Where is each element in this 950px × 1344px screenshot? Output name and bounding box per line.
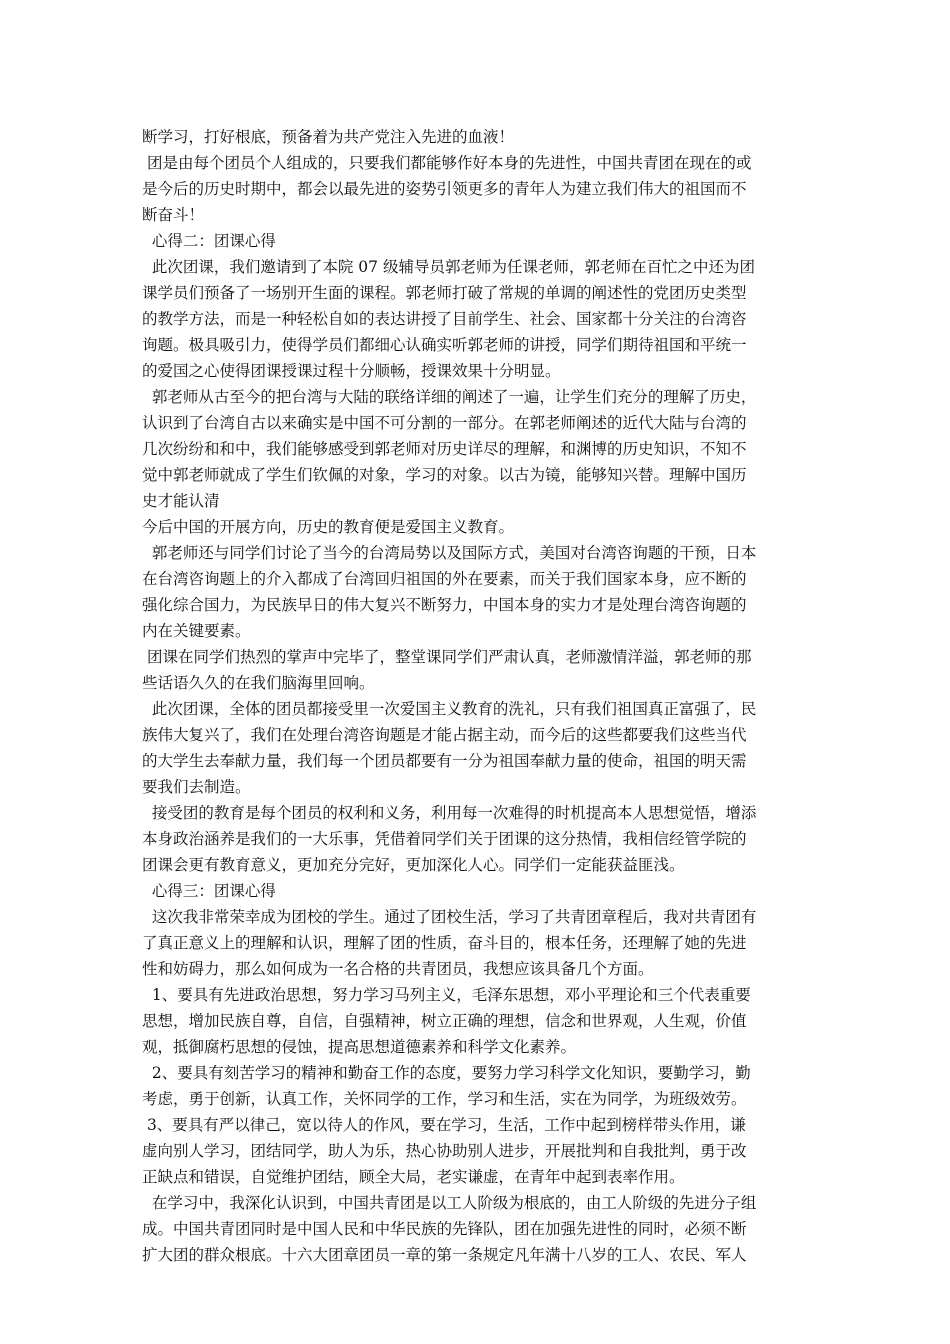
text-line: 正缺点和错误，自觉维护团结，顾全大局，老实谦虚，在青年中起到表率作用。 [142,1168,685,1186]
text-line: 几次纷纷和和中，我们能够感受到郭老师对历史详尽的理解，和渊博的历史知识，不知不 [142,440,747,458]
text-line: 是今后的历史时期中，都会以最先进的姿势引领更多的青年人为建立我们伟大的祖国而不 [142,180,747,198]
text-line: 接受团的教育是每个团员的权利和义务，利用每一次难得的时机提高本人思想觉悟，增添 [142,804,757,822]
list-item-2: 2、要具有刻苦学习的精神和勤奋工作的态度，要努力学习科学文化知识，要勤学习，勤 [142,1064,751,1082]
text-line: 性和妨碍力，那么如何成为一名合格的共青团员，我想应该具备几个方面。 [142,960,654,978]
text-line: 观，抵御腐朽思想的侵蚀，提高思想道德素养和科学文化素养。 [142,1038,577,1056]
text-line: 今后中国的开展方向，历史的教育便是爱国主义教育。 [142,518,515,536]
text-line: 扩大团的群众根底。十六大团章团员一章的第一条规定凡年满十八岁的工人、农民、军人 [142,1246,747,1264]
text-line: 了真正意义上的理解和认识，理解了团的性质，奋斗目的，根本任务，还理解了她的先进 [142,934,747,952]
text-line: 些话语久久的在我们脑海里回响。 [142,674,375,692]
text-line: 团课在同学们热烈的掌声中完毕了，整堂课同学们严肃认真，老师激情洋溢，郭老师的那 [142,648,752,666]
text-line: 这次我非常荣幸成为团校的学生。通过了团校生活，学习了共青团章程后，我对共青团有 [142,908,757,926]
list-item-3: 3、要具有严以律己，宽以待人的作风，要在学习，生活，工作中起到榜样带头作用，谦 [142,1116,746,1134]
text-line: 成。中国共青团同时是中国人民和中华民族的先锋队，团在加强先进性的同时，必须不断 [142,1220,747,1238]
text-line: 的教学方法，而是一种轻松自如的表达讲授了目前学生、社会、国家都十分关注的台湾咨 [142,310,747,328]
text-line: 团是由每个团员个人组成的，只要我们都能够作好本身的先进性，中国共青团在现在的或 [142,154,752,172]
list-item-1: 1、要具有先进政治思想，努力学习马列主义，毛泽东思想，邓小平理论和三个代表重要 [142,986,751,1004]
text-line: 的大学生去奉献力量，我们每一个团员都要有一分为祖国奉献力量的使命，祖国的明天需 [142,752,747,770]
section-heading: 心得二：团课心得 [142,232,276,250]
text-line: 团课会更有教育意义，更加充分完好，更加深化人心。同学们一定能获益匪浅。 [142,856,685,874]
text-line: 考虑，勇于创新，认真工作，关怀同学的工作，学习和生活，实在为同学，为班级效劳。 [142,1090,747,1108]
text-line: 的爱国之心使得团课授课过程十分顺畅，授课效果十分明显。 [142,362,561,380]
section-heading: 心得三：团课心得 [142,882,276,900]
text-line: 强化综合国力，为民族早日的伟大复兴不断努力，中国本身的实力才是处理台湾咨询题的 [142,596,747,614]
text-line: 觉中郭老师就成了学生们钦佩的对象，学习的对象。以古为镜，能够知兴替。理解中国历 [142,466,747,484]
text-line: 内在关键要素。 [142,622,251,640]
text-line: 虚向别人学习，团结同学，助人为乐，热心协助别人进步，开展批判和自我批判，勇于改 [142,1142,747,1160]
text-line: 断学习，打好根底，预备着为共产党注入先进的血液！ [142,128,515,146]
document-body [142,124,810,1268]
text-line: 在台湾咨询题上的介入都成了台湾回归祖国的外在要素，而关于我们国家本身，应不断的 [142,570,747,588]
text-line: 本身政治涵养是我们的一大乐事，凭借着同学们关于团课的这分热情，我相信经管学院的 [142,830,747,848]
text-line: 要我们去制造。 [142,778,251,796]
text-line: 此次团课，我们邀请到了本院 07 级辅导员郭老师为任课老师，郭老师在百忙之中还为团 [142,258,755,276]
text-line: 思想，增加民族自尊，自信，自强精神，树立正确的理想，信念和世界观，人生观，价值 [142,1012,747,1030]
text-line: 郭老师还与同学们讨论了当今的台湾局势以及国际方式，美国对台湾咨询题的干预，日本 [142,544,757,562]
text-line: 在学习中，我深化认识到，中国共青团是以工人阶级为根底的，由工人阶级的先进分子组 [142,1194,757,1212]
text-line: 认识到了台湾自古以来确实是中国不可分割的一部分。在郭老师阐述的近代大陆与台湾的 [142,414,747,432]
text-line: 课学员们预备了一场别开生面的课程。郭老师打破了常规的单调的阐述性的党团历史类型 [142,284,747,302]
text-line: 史才能认清 [142,492,220,510]
text-line: 询题。极具吸引力，使得学员们都细心认确实听郭老师的讲授，同学们期待祖国和平统一 [142,336,747,354]
text-line: 郭老师从古至今的把台湾与大陆的联络详细的阐述了一遍，让学生们充分的理解了历史， [142,388,757,406]
text-line: 族伟大复兴了，我们在处理台湾咨询题是才能占据主动，而今后的这些都要我们这些当代 [142,726,747,744]
text-line: 断奋斗！ [142,206,205,224]
text-line: 此次团课，全体的团员都接受里一次爱国主义教育的洗礼，只有我们祖国真正富强了，民 [142,700,757,718]
